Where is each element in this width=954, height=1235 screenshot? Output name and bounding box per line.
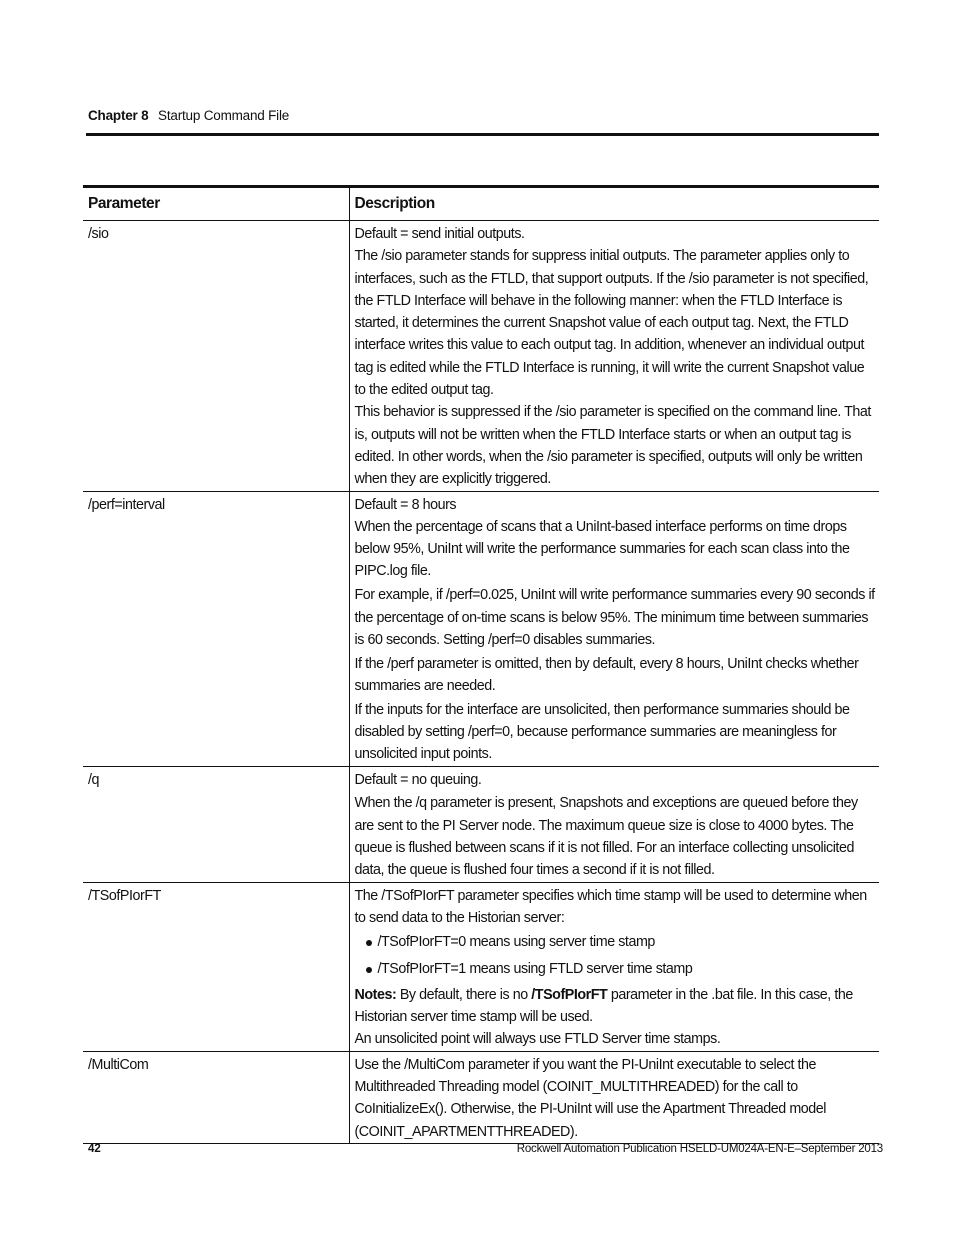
parameter-cell: /q	[83, 766, 349, 882]
description-paragraph: When the percentage of scans that a UniInt-based interface performs on time drops below 95%, UniInt will write the performance summaries for each scan class into the PIPC.log file.	[354, 518, 850, 580]
page-number: 42	[88, 1143, 101, 1155]
table-row	[83, 882, 879, 1051]
table-row	[83, 766, 879, 882]
chapter-title: Startup Command File	[158, 108, 290, 123]
description-paragraph: The /sio parameter stands for suppress initial outputs. The parameter applies only to interfaces, such as the FTLD, that support outputs. If the /sio parameter is not specified, the FTLD Interface will behave in the following manner: when the FTLD Interface is started, it determines the current Snapshot value of each output tag. Next, the FTLD interface writes this value to each output tag. In addition, whenever an individual output tag is edited while the FTLD Interface is running, it will write the current Snapshot value to the edited output tag.	[354, 248, 869, 399]
parameter-cell: /MultiCom	[83, 1051, 349, 1143]
description-paragraph: This behavior is suppressed if the /sio parameter is specified on the command line. That is, outputs will not be written when the FTLD Interface starts or when an output tag is edited. In other words, when the /sio parameter is specified, outputs will only be written when they are explicitly triggered.	[354, 404, 871, 488]
publication-info: Rockwell Automation Publication HSELD-UM024A-EN-E–September 2013	[516, 1143, 883, 1155]
list-item	[355, 958, 876, 980]
column-header-description: Description	[354, 195, 435, 213]
parameter-cell: /sio	[83, 221, 349, 492]
header-rule	[86, 133, 879, 136]
table-row	[83, 221, 879, 492]
note-text: parameter in the .bat file. In this case, the Historian server time stamp will be used.	[354, 986, 853, 1026]
note-paragraph	[355, 984, 876, 1029]
description-paragraph: If the inputs for the interface are unsolicited, then performance summaries should be disabled by setting /perf=0, because performance summaries are meaningless for unsolicited input points.	[354, 701, 850, 763]
description-paragraph: When the /q parameter is present, Snapshots and exceptions are queued before they are sent to the PI Server node. The maximum queue size is close to 4000 bytes. The queue is flushed between scans if it is not filled. For an interface collecting unsolicited data, the queue is flushed four times a second if it is not filled.	[354, 795, 858, 879]
description-cell	[349, 491, 879, 766]
bullet-icon	[366, 940, 372, 946]
chapter-label: Chapter 8	[88, 108, 149, 123]
parameter-cell: /TSofPIorFT	[83, 882, 349, 1051]
list-item-text: /TSofPIorFT=1 means using FTLD server time stamp	[377, 960, 693, 977]
description-cell	[349, 221, 879, 492]
description-paragraph: The /TSofPIorFT parameter specifies which time stamp will be used to determine when to send data to the Historian server:	[354, 887, 867, 926]
description-paragraph: For example, if /perf=0.025, UniInt will write performance summaries every 90 seconds if the percentage of on-time scans is below 95%. The minimum time between summaries is 60 seconds. Setting /perf=0 disables summaries.	[354, 587, 875, 648]
description-paragraph: Default = no queuing.	[354, 771, 482, 788]
note-label: Notes:	[354, 986, 397, 1003]
description-paragraph: Use the /MultiCom parameter if you want the PI-UniInt executable to select the Multithreaded Threading model (COINIT_MULTITHREADED) for the call to CoInitializeEx(). Otherwise, the PI-UniInt will use the Apartment Threaded model (COINIT_APARTMENTTHREADED).	[354, 1056, 827, 1140]
list-item-text: /TSofPIorFT=0 means using server time stamp	[377, 934, 655, 951]
table-row	[83, 491, 879, 766]
running-header	[88, 108, 289, 123]
column-header-parameter: Parameter	[83, 187, 349, 221]
description-paragraph: Default = 8 hours	[354, 496, 457, 513]
parameter-table	[83, 185, 879, 1144]
description-paragraph: Default = send initial outputs.	[354, 226, 525, 242]
table-row	[83, 1051, 879, 1143]
note-text: By default, there is no	[396, 986, 532, 1003]
description-cell	[349, 766, 879, 882]
bullet-icon	[366, 967, 372, 973]
table-header-row	[83, 187, 879, 221]
list-item	[355, 931, 876, 953]
parameter-cell: /perf=interval	[83, 491, 349, 766]
bullet-list	[355, 931, 876, 980]
description-paragraph: An unsolicited point will always use FTLD Server time stamps.	[354, 1031, 721, 1048]
description-paragraph: If the /perf parameter is omitted, then by default, every 8 hours, UniInt checks whether summaries are needed.	[354, 655, 859, 694]
description-cell	[349, 882, 879, 1051]
note-parameter: /TSofPIorFT	[531, 986, 608, 1003]
description-cell	[349, 1051, 879, 1143]
